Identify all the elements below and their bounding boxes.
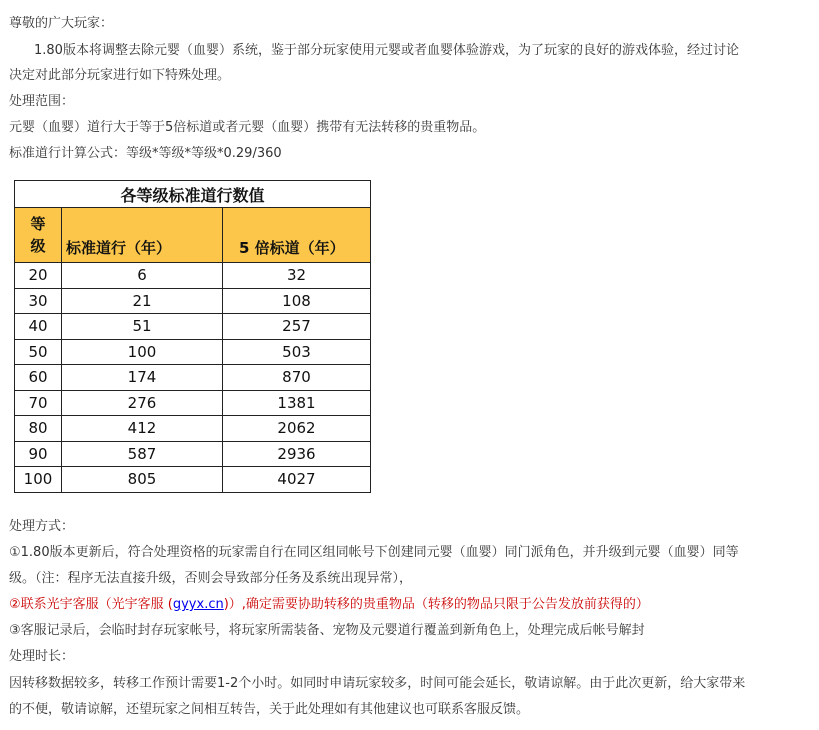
header-five-times-standard: 5 倍标道（年）: [223, 208, 371, 263]
method-step-1-line-1: ①1.80版本更新后，符合处理资格的玩家需自行在同区组同帐号下创建同元婴（血婴）同门派角色，并升级到元婴（血婴）同等: [9, 545, 739, 560]
cell-level: 80: [15, 416, 62, 442]
cell-five-times-standard: 2936: [223, 441, 371, 467]
cell-standard-daoxing: 174: [62, 365, 223, 391]
header-standard-daoxing: 标准道行（年）: [62, 208, 223, 263]
gyyx-link[interactable]: gyyx.cn: [172, 597, 224, 612]
cell-level: 40: [15, 314, 62, 340]
table-row: [15, 339, 371, 365]
duration-line-2: 的不便，敬请谅解，还望玩家之间相互转告，关于此处理如有其他建议也可联系客服反馈。: [9, 702, 530, 717]
intro-paragraph-line-2: 决定对此部分玩家进行如下特殊处理。: [9, 68, 231, 83]
cell-five-times-standard: 108: [223, 288, 371, 314]
method-step-2: [9, 595, 649, 615]
method-heading: 处理方式：: [9, 519, 75, 534]
cell-standard-daoxing: 100: [62, 339, 223, 365]
table-row: [15, 314, 371, 340]
cell-standard-daoxing: 276: [62, 390, 223, 416]
method-step-2-suffix: )）,确定需要协助转移的贵重物品（转移的物品只限于公告发放前获得的）: [223, 597, 649, 612]
cell-five-times-standard: 870: [223, 365, 371, 391]
cell-five-times-standard: 257: [223, 314, 371, 340]
duration-line-1: 因转移数据较多，转移工作预计需要1-2个小时。如同时申请玩家较多，时间可能会延长，敬请谅解。由于此次更新，给大家带来: [9, 676, 746, 691]
method-step-1-line-2: 级。（注：程序无法直接升级，否则会导致部分任务及系统出现异常），: [9, 571, 413, 586]
scope-text: 元婴（血婴）道行大于等于5倍标道或者元婴（血婴）携带有无法转移的贵重物品。: [9, 120, 486, 135]
cell-five-times-standard: 32: [223, 263, 371, 289]
cell-five-times-standard: 503: [223, 339, 371, 365]
cell-level: 60: [15, 365, 62, 391]
header-level-char-1: 等: [30, 215, 46, 233]
cell-standard-daoxing: 587: [62, 441, 223, 467]
greeting: 尊敬的广大玩家：: [9, 16, 114, 31]
scope-heading: 处理范围：: [9, 94, 75, 109]
table-row: [15, 288, 371, 314]
cell-five-times-standard: 4027: [223, 467, 371, 493]
cell-level: 50: [15, 339, 62, 365]
cell-level: 90: [15, 441, 62, 467]
cell-level: 100: [15, 467, 62, 493]
table-row: [15, 441, 371, 467]
duration-heading: 处理时长：: [9, 649, 75, 664]
method-step-3: ③客服记录后，会临时封存玩家帐号，将玩家所需装备、宠物及元婴道行覆盖到新角色上，处理完成后帐号解封: [9, 623, 645, 638]
table-title: 各等级标准道行数值: [15, 181, 371, 208]
cell-level: 30: [15, 288, 62, 314]
table-row: [15, 416, 371, 442]
cell-standard-daoxing: 6: [62, 263, 223, 289]
cell-standard-daoxing: 805: [62, 467, 223, 493]
cell-five-times-standard: 1381: [223, 390, 371, 416]
cell-level: 70: [15, 390, 62, 416]
table-row: [15, 263, 371, 289]
table-header-row: [15, 208, 371, 263]
header-level: [15, 208, 62, 263]
cell-standard-daoxing: 51: [62, 314, 223, 340]
header-level-char-2: 级: [30, 237, 46, 255]
table-row: [15, 365, 371, 391]
table-row: [15, 467, 371, 493]
table-row: [15, 390, 371, 416]
intro-paragraph-line-1: 1.80版本将调整去除元婴（血婴）系统，鉴于部分玩家使用元婴或者血婴体验游戏，为了玩家的良好的游戏体验，经过讨论: [34, 43, 739, 58]
cell-level: 20: [15, 263, 62, 289]
cell-standard-daoxing: 412: [62, 416, 223, 442]
cell-standard-daoxing: 21: [62, 288, 223, 314]
formula-text: 标准道行计算公式：等级*等级*等级*0.29/360: [9, 146, 282, 161]
cell-five-times-standard: 2062: [223, 416, 371, 442]
method-step-2-prefix: ②联系光宇客服（光宇客服 (: [9, 597, 173, 612]
standard-daoxing-table: [14, 180, 371, 493]
